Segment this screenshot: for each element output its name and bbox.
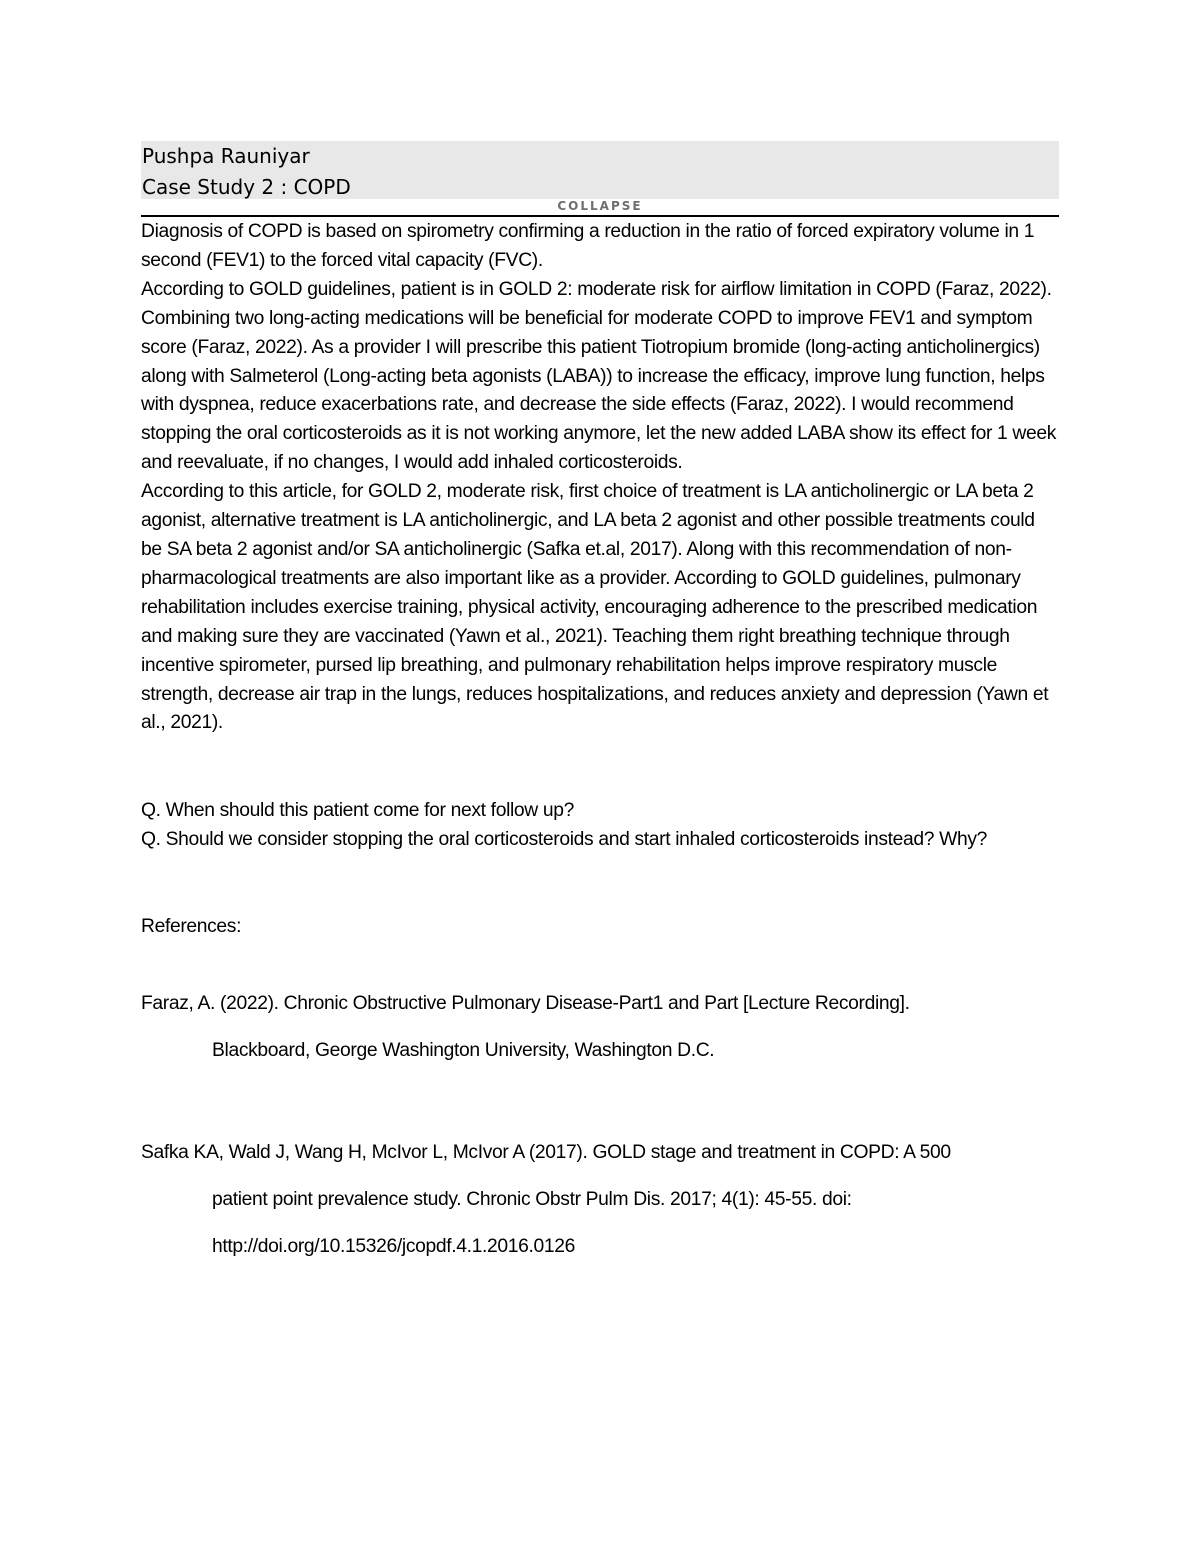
document-title: Case Study 2 : COPD — [142, 175, 351, 199]
reference-line: Safka KA, Wald J, Wang H, McIvor L, McIvor A (2017). GOLD stage and treatment in COPD: A 500 — [141, 1142, 951, 1164]
body-paragraph: According to GOLD guidelines, patient is in GOLD 2: moderate risk for airflow limitation in COPD (Faraz, 2022). Combining two long-acting medications will be beneficial for moderate COPD to improve FEV1 and symptom score (Faraz, 2022). As a provider I will prescribe this patient Tiotropium bromide (long-acting anticholinergics) along with Salmeterol (Long-acting beta agonists (LABA)) to increase the efficacy, improve lung function, helps with dyspnea, reduce exacerbations rate, and decrease the side effects (Faraz, 2022). I would recommend stopping the oral corticosteroids as it is not working anymore, let the new added LABA show its effect for 1 week and reevaluate, if no changes, I would add inhaled corticosteroids. — [141, 278, 1057, 474]
collapse-row — [141, 199, 1059, 217]
reference-line: Faraz, A. (2022). Chronic Obstructive Pulmonary Disease-Part1 and Part [Lecture Recording]. — [141, 993, 910, 1015]
header-box — [141, 141, 1059, 199]
body-text — [141, 217, 1059, 738]
document-page — [141, 141, 1059, 1270]
reference-item — [141, 1129, 1059, 1270]
reference-line: Blackboard, George Washington University, Washington D.C. — [212, 1040, 715, 1062]
question-item: Q. Should we consider stopping the oral corticosteroids and start inhaled corticosteroids instead? Why? — [141, 829, 988, 851]
reference-doi-link[interactable]: http://doi.org/10.15326/jcopdf.4.1.2016.0126 — [212, 1236, 576, 1258]
body-paragraph: According to this article, for GOLD 2, moderate risk, first choice of treatment is LA anticholinergic or LA beta 2 agonist, alternative treatment is LA anticholinergic, and LA beta 2 agonist and other possible treatments could be SA beta 2 agonist and/or SA anticholinergic (Safka et.al, 2017). Along with this recommendation of non-pharmacological treatments are also important like as a provider. According to GOLD guidelines, pulmonary rehabilitation includes exercise training, physical activity, encouraging adherence to the prescribed medication and making sure they are vaccinated (Yawn et al., 2021). Teaching them right breathing technique through incentive spirometer, pursed lip breathing, and pulmonary rehabilitation helps improve respiratory muscle strength, decrease air trap in the lungs, reduces hospitalizations, and reduces anxiety and depression (Yawn et al., 2021). — [141, 481, 1049, 734]
questions-section — [141, 797, 1059, 855]
body-paragraph: Diagnosis of COPD is based on spirometry confirming a reduction in the ratio of forced expiratory volume in 1 second (FEV1) to the forced vital capacity (FVC). — [141, 221, 1035, 271]
reference-item — [141, 980, 1059, 1074]
author-name: Pushpa Rauniyar — [142, 144, 310, 168]
collapse-button[interactable]: COLLAPSE — [557, 199, 643, 213]
references-heading: References: — [141, 916, 242, 938]
question-item: Q. When should this patient come for next follow up? — [141, 800, 575, 822]
reference-line: patient point prevalence study. Chronic Obstr Pulm Dis. 2017; 4(1): 45-55. doi: — [212, 1189, 852, 1211]
